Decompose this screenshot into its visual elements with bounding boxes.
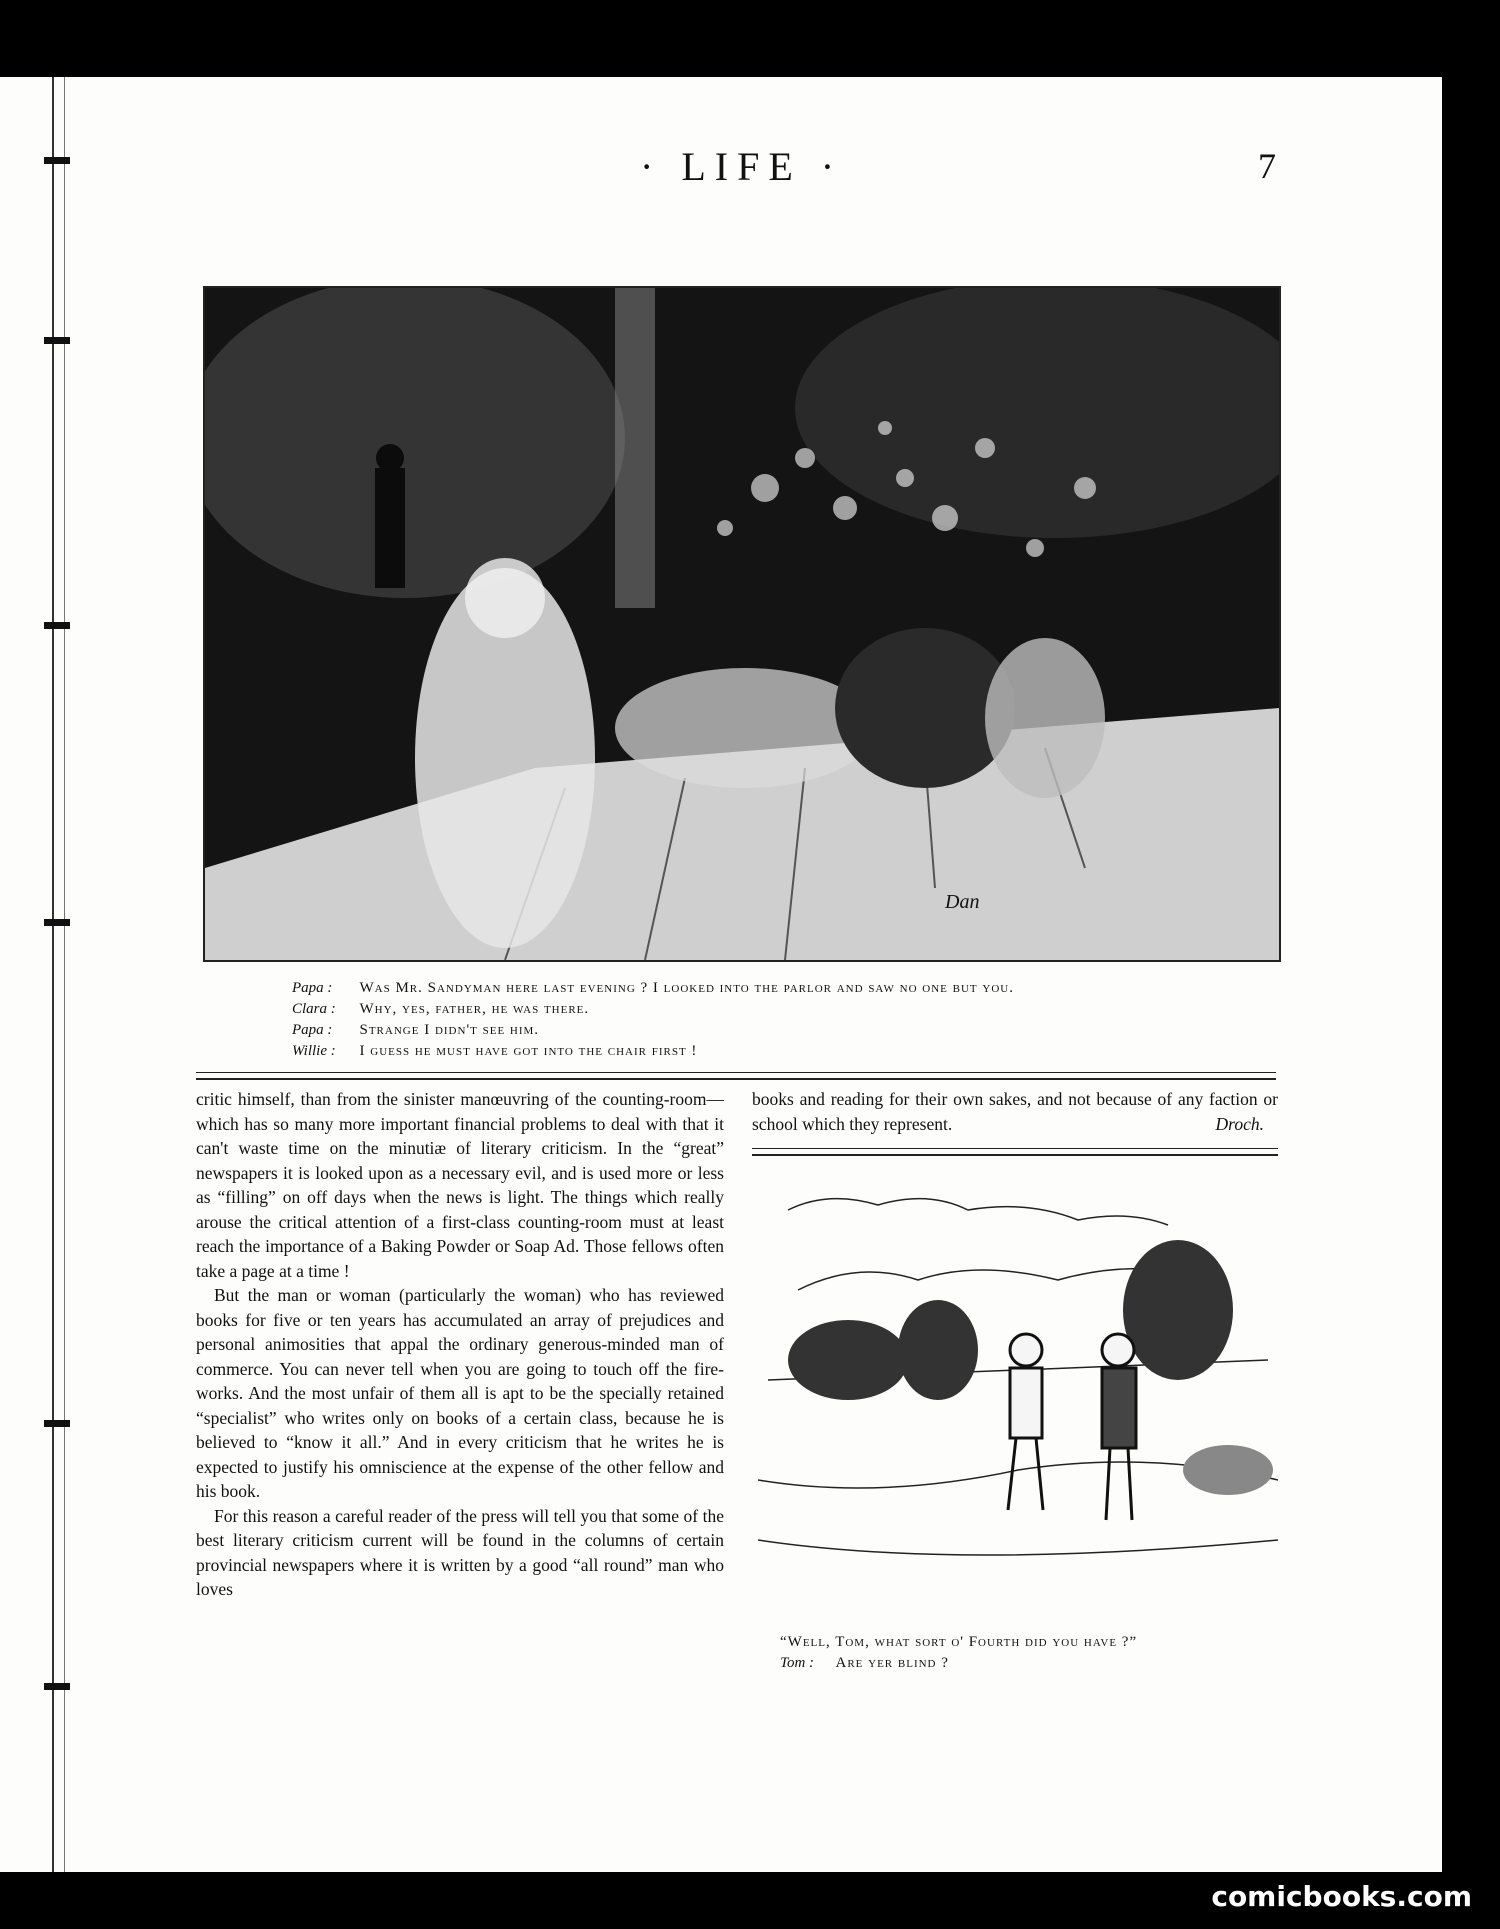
caption-line bbox=[780, 1632, 1260, 1653]
article-column-right bbox=[752, 1087, 1278, 1136]
binding-stitch bbox=[44, 919, 70, 926]
dialogue-text: “Well, Tom, what sort o' Fourth did you have ?” bbox=[780, 1634, 1138, 1650]
porch-scene-illustration bbox=[203, 286, 1281, 962]
article-column-left bbox=[196, 1087, 724, 1602]
article-continuation: books and reading for their own sakes, and not because of any faction or school which they represent. bbox=[752, 1089, 1278, 1134]
dialogue-text: Why, yes, father, he was there. bbox=[359, 1001, 590, 1017]
two-boys-illustration bbox=[758, 1180, 1278, 1620]
page-header bbox=[0, 143, 1442, 203]
binding-spine bbox=[52, 77, 65, 1872]
author-signature: Droch. bbox=[1215, 1113, 1264, 1134]
top-cartoon-caption bbox=[292, 978, 1252, 1062]
magazine-title: · LIFE · bbox=[640, 144, 844, 189]
dialogue-text: Strange I didn't see him. bbox=[359, 1022, 540, 1038]
dialogue-text: Are yer blind ? bbox=[835, 1655, 949, 1671]
column-divider bbox=[752, 1148, 1278, 1156]
article-paragraph: But the man or woman (particularly the woman) who has reviewed books for five or ten years has accumulated an array of prejudices and personal animosities that appal the ordinary generous-minded man of commerce. You can never tell when you are going to touch off the fire-works. And the most unfair of them all is apt to be the specially retained “specialist” who writes only on books of a certain class, because he is believed to “know it all.” And in every criticism that he writes he is expected to justify his omniscience at the expense of the other fellow and his book. bbox=[196, 1285, 724, 1501]
section-divider bbox=[196, 1072, 1276, 1080]
bottom-cartoon-caption bbox=[780, 1632, 1260, 1674]
speaker-label: Papa : bbox=[292, 980, 333, 996]
dialogue-text: Was Mr. Sandyman here last evening ? I looked into the parlor and saw no one but you. bbox=[359, 980, 1014, 996]
speaker-label: Papa : bbox=[292, 1022, 333, 1038]
caption-line bbox=[780, 1653, 1260, 1674]
binding-stitch bbox=[44, 1683, 70, 1690]
article-paragraph: For this reason a careful reader of the press will tell you that some of the best literary criticism current will be found in the columns of certain provincial newspapers where it is written by a good “all round” man who loves bbox=[196, 1505, 724, 1599]
speaker-label: Willie : bbox=[292, 1043, 336, 1059]
speaker-label: Clara : bbox=[292, 1001, 336, 1017]
caption-line bbox=[292, 999, 1252, 1020]
page-number: 7 bbox=[1258, 146, 1276, 186]
artist-signature: Dan bbox=[945, 891, 980, 913]
binding-stitch bbox=[44, 622, 70, 629]
dialogue-text: I guess he must have got into the chair first ! bbox=[359, 1043, 698, 1059]
binding-stitch bbox=[44, 337, 70, 344]
speaker-label: Tom : bbox=[780, 1655, 815, 1671]
caption-line bbox=[292, 1020, 1252, 1041]
site-watermark: comicbooks.com bbox=[1211, 1880, 1472, 1913]
binding-stitch bbox=[44, 1420, 70, 1427]
caption-line bbox=[292, 978, 1252, 999]
article-paragraph: critic himself, than from the sinister manœuvring of the counting-room—which has so many more important financial problems to deal with that it can't waste time on the minutiæ of literary criticism. In the “great” newspapers it is looked upon as a necessary evil, and is used more or less as “filling” on off days when the news is light. The things which really arouse the critical attention of a first-class counting-room must at least reach the importance of a Baking Powder or Soap Ad. Those fellows often take a page at a time ! bbox=[196, 1089, 724, 1281]
caption-line bbox=[292, 1041, 1252, 1062]
